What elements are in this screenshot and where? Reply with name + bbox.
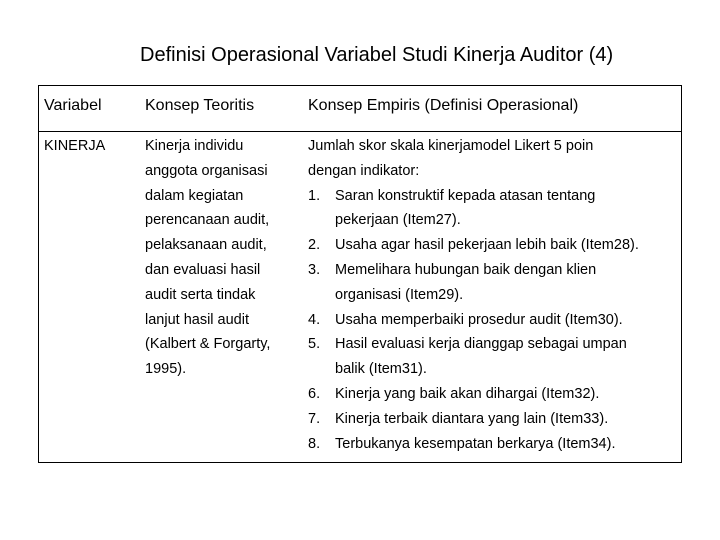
indicator-number: 8. [308, 435, 321, 452]
header-konsep-teoritis: Konsep Teoritis [145, 97, 255, 114]
indicator-list [308, 184, 705, 457]
teoritis-line: anggota organisasi [145, 162, 268, 179]
indicator-text: Hasil evaluasi kerja dianggap sebagai umpan [335, 336, 627, 353]
teoritis-line: lanjut hasil audit [145, 311, 249, 328]
indicator-text: organisasi (Item29). [335, 286, 464, 303]
indicator-item [308, 233, 705, 258]
indicator-item [308, 407, 705, 432]
indicator-item [308, 432, 705, 457]
teoritis-line: (Kalbert & Forgarty, [145, 336, 271, 353]
indicator-item [308, 184, 705, 234]
header-divider [39, 131, 681, 132]
indicator-number: 2. [308, 237, 321, 254]
empiris-intro-line: dengan indikator: [308, 162, 420, 179]
teoritis-line: audit serta tindak [145, 286, 256, 303]
indicator-text: Terbukanya kesempatan berkarya (Item34). [335, 435, 616, 452]
indicator-text: Kinerja yang baik akan dihargai (Item32). [335, 385, 600, 402]
indicator-text: balik (Item31). [335, 361, 427, 378]
indicator-number: 1. [308, 187, 321, 204]
indicator-text: Usaha agar hasil pekerjaan lebih baik (Item28). [335, 237, 639, 254]
teoritis-line: dan evaluasi hasil [145, 261, 261, 278]
header-konsep-empiris: Konsep Empiris (Definisi Operasional) [308, 97, 579, 114]
empiris-intro-line: Jumlah skor skala kinerjamodel Likert 5 poin [308, 138, 594, 154]
indicator-text: Kinerja terbaik diantara yang lain (Item33). [335, 410, 609, 427]
indicator-number: 3. [308, 261, 321, 278]
indicator-item [308, 258, 705, 308]
teoritis-line: perencanaan audit, [145, 212, 270, 229]
indicator-item [308, 308, 705, 333]
teoritis-line: pelaksanaan audit, [145, 237, 267, 254]
indicator-text: Saran konstruktif kepada atasan tentang [335, 187, 596, 204]
indicator-text: pekerjaan (Item27). [335, 212, 461, 229]
teoritis-line: Kinerja individu [145, 138, 244, 154]
indicator-item [308, 332, 705, 382]
teoritis-line: dalam kegiatan [145, 187, 244, 204]
indicator-number: 4. [308, 311, 321, 328]
definition-table [38, 85, 682, 463]
indicator-number: 5. [308, 336, 321, 353]
konsep-empiris-cell [308, 134, 705, 456]
indicator-text: Memelihara hubungan baik dengan klien [335, 261, 597, 278]
teoritis-line: 1995). [145, 361, 187, 378]
variabel-cell: KINERJA [44, 138, 106, 154]
header-variabel: Variabel [44, 97, 102, 114]
indicator-number: 6. [308, 385, 321, 402]
konsep-teoritis-cell [145, 134, 270, 382]
indicator-number: 7. [308, 410, 321, 427]
page-title: Definisi Operasional Variabel Studi Kinerja Auditor (4) [140, 44, 614, 66]
indicator-item [308, 382, 705, 407]
indicator-text: Usaha memperbaiki prosedur audit (Item30). [335, 311, 623, 328]
